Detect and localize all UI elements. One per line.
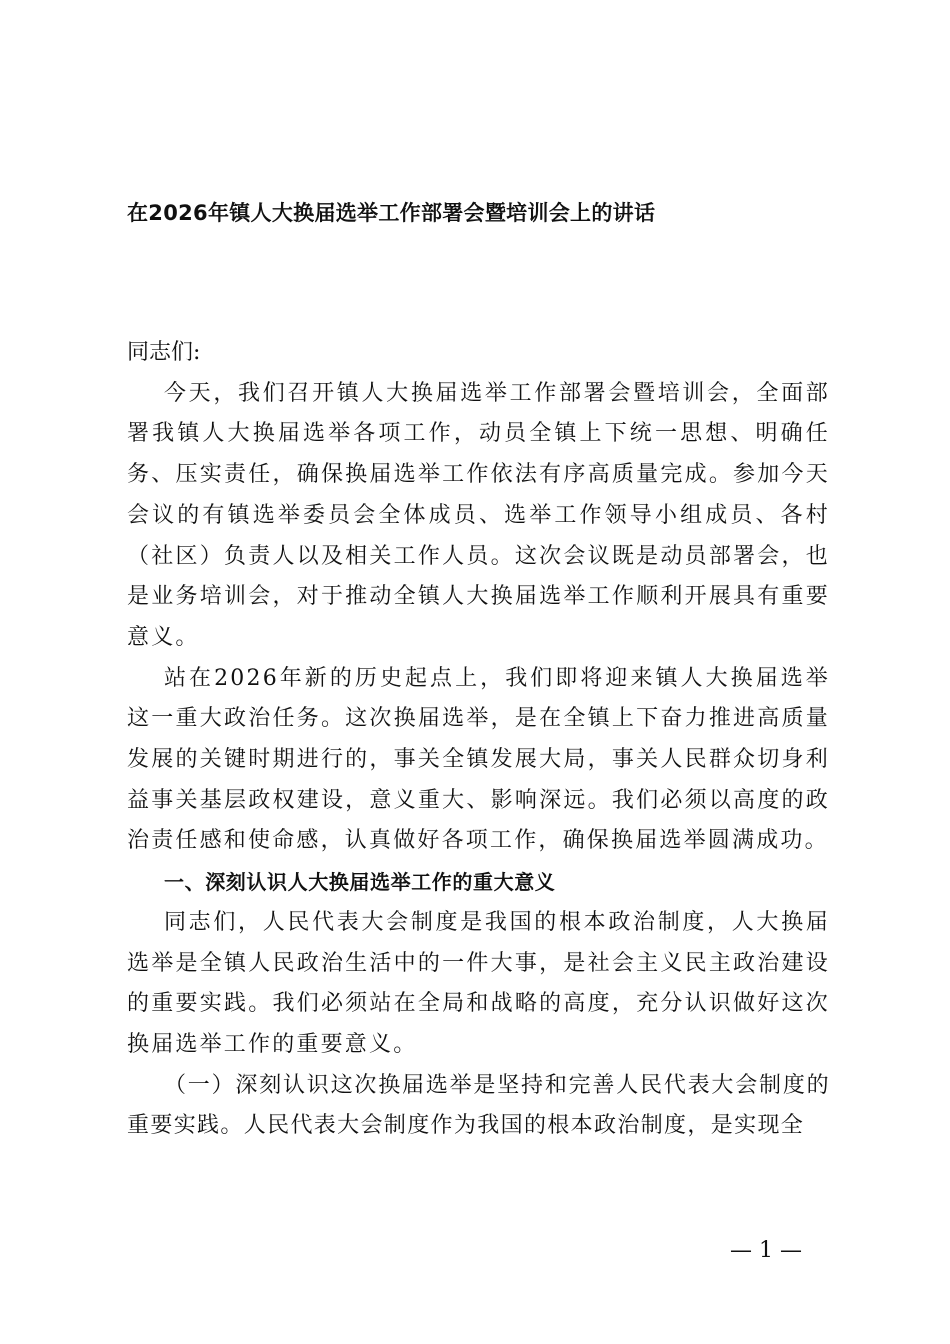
document-body <box>127 333 830 1147</box>
body-paragraph: 同志们，人民代表大会制度是我国的根本政治制度，人大换届选举是全镇人民政治生活中的一件大事，是社会主义民主政治建设的重要实践。我们必须站在全局和战略的高度，充分认识做好这次换届选举工作的重要意义。 <box>127 909 830 1057</box>
body-paragraph: （一）深刻认识这次换届选举是坚持和完善人民代表大会制度的重要实践。人民代表大会制度作为我国的根本政治制度，是实现全 <box>127 1072 830 1139</box>
page-number: — 1 — <box>730 1238 802 1263</box>
document-title: 在2026年镇人大换届选举工作部署会暨培训会上的讲话 <box>127 201 656 225</box>
body-paragraph: 站在2026年新的历史起点上，我们即将迎来镇人大换届选举这一重大政治任务。这次换届选举，是在全镇上下奋力推进高质量发展的关键时期进行的，事关全镇发展大局，事关人民群众切身利益事关基层政权建设，意义重大、影响深远。我们必须以高度的政治责任感和使命感，认真做好各项工作，确保换届选举圆满成功。 <box>127 665 830 854</box>
salutation: 同志们: <box>127 340 201 365</box>
body-paragraph: 今天，我们召开镇人大换届选举工作部署会暨培训会，全面部署我镇人大换届选举各项工作，动员全镇上下统一思想、明确任务、压实责任，确保换届选举工作依法有序高质量完成。参加今天会议的有镇选举委员会全体成员、选举工作领导小组成员、各村（社区）负责人以及相关工作人员。这次会议既是动员部署会，也是业务培训会，对于推动全镇人大换届选举工作顺利开展具有重要意义。 <box>127 380 830 650</box>
section-heading: 一、深刻认识人大换届选举工作的重大意义 <box>164 870 556 895</box>
